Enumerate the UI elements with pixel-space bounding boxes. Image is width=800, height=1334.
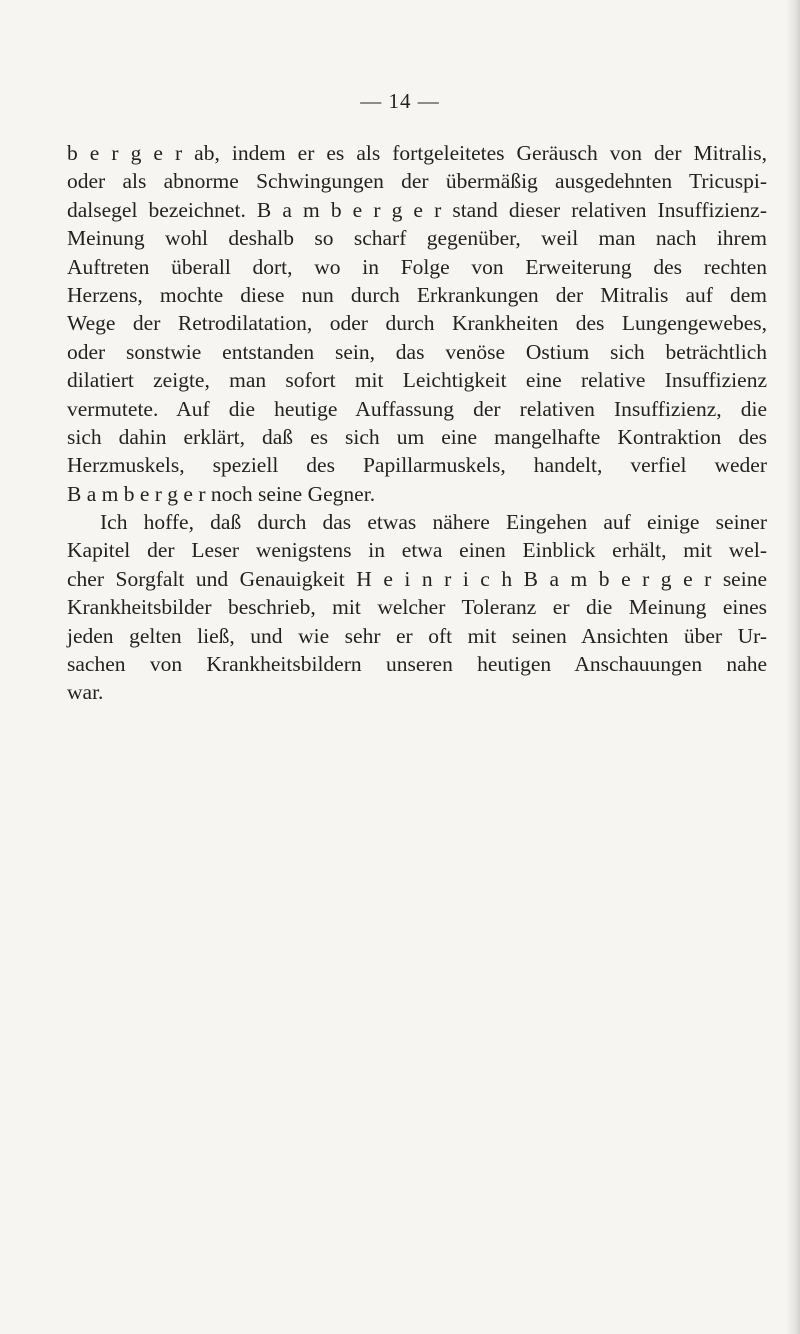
- text-line: sich dahin erklärt, daß es sich um eine mangelhafte Kontraktion des: [67, 424, 767, 449]
- text-line: vermutete. Auf die heutige Auffassung der relativen Insuffizienz, die: [67, 396, 767, 421]
- text-line: Ich hoffe, daß durch das etwas nähere Eingehen auf einige seiner: [100, 510, 767, 535]
- text-line: dalsegel bezeichnet. B a m b e r g e r stand dieser relativen Insuffizienz-: [67, 197, 767, 222]
- text-line: oder sonstwie entstanden sein, das venöse Ostium sich beträchtlich: [67, 339, 767, 364]
- page-edge-shadow: [786, 0, 800, 1334]
- text-line: Herzens, mochte diese nun durch Erkrankungen der Mitralis auf dem: [67, 282, 767, 307]
- text-line: Kapitel der Leser wenigstens in etwa einen Einblick erhält, mit wel-: [67, 538, 767, 563]
- text-line: Auftreten überall dort, wo in Folge von Erweiterung des rechten: [67, 254, 767, 279]
- text-line: sachen von Krankheitsbildern unseren heutigen Anschauungen nahe: [67, 652, 767, 677]
- text-line: cher Sorgfalt und Genauigkeit H e i n r i c h B a m b e r g e r seine: [67, 566, 767, 591]
- text-line: B a m b e r g e r noch seine Gegner.: [67, 481, 376, 506]
- body-text: [67, 139, 767, 707]
- text-line: Krankheitsbilder beschrieb, mit welcher Toleranz er die Meinung eines: [67, 595, 767, 620]
- text-line: dilatiert zeigte, man sofort mit Leichtigkeit eine relative Insuffizienz: [67, 368, 767, 393]
- text-line: b e r g e r ab, indem er es als fortgeleitetes Geräusch von der Mitralis,: [67, 141, 767, 165]
- text-line: jeden gelten ließ, und wie sehr er oft mit seinen Ansichten über Ur-: [67, 623, 767, 648]
- page-number: — 14 —: [360, 89, 440, 113]
- text-line: Herzmuskels, speziell des Papillarmuskels, handelt, verfiel weder: [67, 453, 767, 478]
- text-line: Meinung wohl deshalb so scharf gegenüber, weil man nach ihrem: [67, 226, 767, 251]
- text-line: war.: [67, 680, 104, 705]
- text-line: Wege der Retrodilatation, oder durch Krankheiten des Lungengewebes,: [67, 311, 767, 336]
- text-line: oder als abnorme Schwingungen der übermäßig ausgedehnten Tricuspi-: [67, 169, 767, 194]
